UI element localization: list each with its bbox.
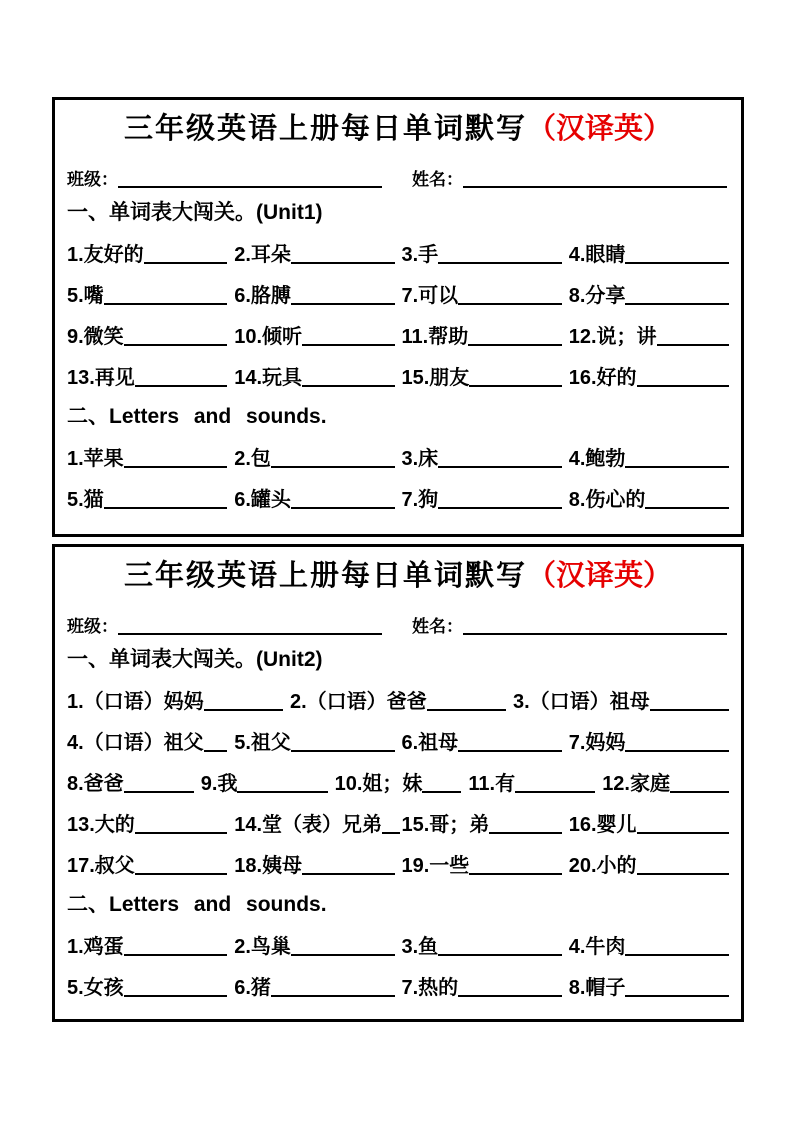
answer-blank-line <box>291 260 395 264</box>
word-prompt: 8.帽子 <box>568 977 626 999</box>
word-prompt: 6.祖母 <box>401 732 459 754</box>
word-prompt: 13.再见 <box>67 367 135 389</box>
word-item <box>569 279 729 308</box>
answer-blank-line <box>204 748 228 752</box>
sheet-title-text: 三年级英语上册每日单词默写 <box>123 113 527 145</box>
word-row <box>67 718 729 759</box>
answer-blank-line <box>302 383 394 387</box>
word-prompt: 13.大的 <box>67 814 135 836</box>
answer-blank-line <box>144 260 228 264</box>
word-prompt: 19.一些 <box>401 855 470 877</box>
word-prompt: 2.包 <box>234 448 271 470</box>
name-blank-line <box>463 184 727 188</box>
sheet-title-text: 三年级英语上册每日单词默写 <box>123 560 527 592</box>
answer-blank-line <box>625 260 729 264</box>
word-row <box>67 759 729 800</box>
answer-blank-line <box>650 707 729 711</box>
word-prompt: 7.热的 <box>401 977 459 999</box>
answer-blank-line <box>657 342 729 346</box>
word-prompt: 8.分享 <box>568 285 626 307</box>
word-row <box>67 271 729 312</box>
word-prompt: 15.朋友 <box>401 367 470 389</box>
name-label: 姓名： <box>412 617 463 636</box>
word-item <box>569 361 729 390</box>
answer-blank-line <box>637 871 729 875</box>
word-prompt: 10.姐；妹 <box>334 773 423 795</box>
answer-blank-line <box>135 830 227 834</box>
word-item <box>569 483 729 512</box>
class-label: 班级： <box>67 170 118 189</box>
answer-blank-line <box>422 789 461 793</box>
word-item <box>569 238 729 267</box>
word-prompt: 1.友好的 <box>67 244 144 266</box>
word-prompt: 15.哥；弟 <box>401 814 490 836</box>
word-prompt: 5.女孩 <box>67 977 124 999</box>
word-item <box>290 685 506 714</box>
answer-blank-line <box>135 871 227 875</box>
answer-blank-line <box>438 464 562 468</box>
word-item <box>234 279 394 308</box>
answer-blank-line <box>204 707 283 711</box>
word-item <box>234 442 394 471</box>
word-item <box>402 279 562 308</box>
word-item <box>67 930 227 959</box>
word-prompt: 5.猫 <box>67 489 104 511</box>
word-prompt: 5.祖父 <box>234 732 291 754</box>
word-item <box>234 930 394 959</box>
word-item <box>67 279 227 308</box>
worksheet-card <box>52 97 744 537</box>
word-item <box>402 483 562 512</box>
word-prompt: 16.婴儿 <box>568 814 637 836</box>
word-prompt: 14.堂（表）兄弟 <box>234 814 383 836</box>
word-prompt: 4.牛肉 <box>568 936 626 958</box>
answer-blank-line <box>271 464 395 468</box>
answer-blank-line <box>271 993 395 997</box>
answer-blank-line <box>625 993 729 997</box>
section-heading: 二、Letters and sounds. <box>67 893 327 916</box>
name-blank-line <box>463 631 727 635</box>
word-item <box>569 442 729 471</box>
word-item <box>234 238 394 267</box>
sheet-title <box>67 108 729 150</box>
word-row <box>67 963 729 1004</box>
answer-blank-line <box>625 748 729 752</box>
answer-blank-line <box>104 301 228 305</box>
word-row <box>67 353 729 394</box>
word-item <box>234 320 394 349</box>
word-item <box>67 849 227 878</box>
word-prompt: 6.胳膊 <box>234 285 291 307</box>
word-item <box>402 849 562 878</box>
class-name-line <box>67 601 729 637</box>
answer-blank-line <box>124 464 228 468</box>
sections-container <box>67 637 729 1004</box>
answer-blank-line <box>489 830 561 834</box>
word-item <box>402 930 562 959</box>
word-item <box>569 930 729 959</box>
answer-blank-line <box>124 342 228 346</box>
answer-blank-line <box>135 383 227 387</box>
word-item <box>335 767 462 796</box>
class-blank-line <box>118 184 382 188</box>
answer-blank-line <box>469 383 561 387</box>
word-prompt: 3.（口语）祖母 <box>513 691 650 713</box>
word-item <box>67 808 227 837</box>
word-item <box>569 971 729 1000</box>
word-item <box>402 238 562 267</box>
answer-blank-line <box>302 342 394 346</box>
word-item <box>201 767 328 796</box>
word-row <box>67 230 729 271</box>
word-item <box>67 726 227 755</box>
answer-blank-line <box>291 748 395 752</box>
sheet-title-annotation: （汉译英） <box>527 560 673 592</box>
word-item <box>67 238 227 267</box>
word-row <box>67 475 729 516</box>
answer-blank-line <box>645 505 729 509</box>
word-prompt: 9.微笑 <box>67 326 124 348</box>
word-item <box>234 726 394 755</box>
word-row <box>67 841 729 882</box>
word-prompt: 7.可以 <box>401 285 459 307</box>
answer-blank-line <box>291 952 395 956</box>
word-item <box>402 320 562 349</box>
word-prompt: 2.耳朵 <box>234 244 291 266</box>
word-item <box>569 726 729 755</box>
section-heading: 一、单词表大闯关。(Unit1) <box>67 201 323 224</box>
answer-blank-line <box>427 707 506 711</box>
word-prompt: 18.姨母 <box>234 855 303 877</box>
word-item <box>67 483 227 512</box>
worksheet-card <box>52 544 744 1022</box>
word-prompt: 3.床 <box>401 448 439 470</box>
word-item <box>67 685 283 714</box>
word-prompt: 2.（口语）爸爸 <box>290 691 427 713</box>
answer-blank-line <box>291 301 395 305</box>
word-item <box>67 767 194 796</box>
word-prompt: 8.伤心的 <box>568 489 646 511</box>
answer-blank-line <box>468 342 562 346</box>
word-prompt: 4.眼睛 <box>568 244 626 266</box>
word-prompt: 1.（口语）妈妈 <box>67 691 204 713</box>
class-label: 班级： <box>67 617 118 636</box>
name-label: 姓名： <box>412 170 463 189</box>
word-row <box>67 434 729 475</box>
word-item <box>402 808 562 837</box>
word-prompt: 14.玩具 <box>234 367 303 389</box>
word-item <box>402 442 562 471</box>
word-prompt: 7.妈妈 <box>568 732 626 754</box>
word-prompt: 8.爸爸 <box>67 773 124 795</box>
answer-blank-line <box>625 301 729 305</box>
word-item <box>234 483 394 512</box>
answer-blank-line <box>291 505 395 509</box>
answer-blank-line <box>124 789 194 793</box>
answer-blank-line <box>104 505 228 509</box>
answer-blank-line <box>438 505 562 509</box>
word-item <box>67 361 227 390</box>
word-item <box>569 320 729 349</box>
sheet-title-annotation: （汉译英） <box>527 113 673 145</box>
word-prompt: 20.小的 <box>568 855 637 877</box>
word-item <box>234 808 394 837</box>
word-prompt: 6.罐头 <box>234 489 291 511</box>
word-row <box>67 922 729 963</box>
answer-blank-line <box>458 748 562 752</box>
answer-blank-line <box>625 952 729 956</box>
word-item <box>234 361 394 390</box>
class-name-line <box>67 154 729 190</box>
word-prompt: 11.有 <box>468 773 516 795</box>
word-item <box>602 767 729 796</box>
answer-blank-line <box>438 260 562 264</box>
word-prompt: 5.嘴 <box>67 285 104 307</box>
answer-blank-line <box>237 789 327 793</box>
word-prompt: 7.狗 <box>401 489 439 511</box>
word-item <box>402 971 562 1000</box>
answer-blank-line <box>458 993 562 997</box>
answer-blank-line <box>458 301 562 305</box>
section-heading: 一、单词表大闯关。(Unit2) <box>67 648 323 671</box>
word-prompt: 1.鸡蛋 <box>67 936 124 958</box>
word-prompt: 1.苹果 <box>67 448 124 470</box>
word-item <box>234 971 394 1000</box>
word-item <box>402 726 562 755</box>
word-row <box>67 312 729 353</box>
word-prompt: 2.鸟巢 <box>234 936 291 958</box>
answer-blank-line <box>637 383 729 387</box>
word-item <box>67 971 227 1000</box>
word-prompt: 10.倾听 <box>234 326 303 348</box>
word-prompt: 4.（口语）祖父 <box>67 732 204 754</box>
word-prompt: 12.说；讲 <box>568 326 657 348</box>
answer-blank-line <box>438 952 562 956</box>
answer-blank-line <box>625 464 729 468</box>
word-prompt: 11.帮助 <box>401 326 469 348</box>
word-prompt: 17.叔父 <box>67 855 135 877</box>
word-item <box>513 685 729 714</box>
answer-blank-line <box>469 871 561 875</box>
answer-blank-line <box>670 789 729 793</box>
answer-blank-line <box>515 789 595 793</box>
class-blank-line <box>118 631 382 635</box>
section-heading: 二、Letters and sounds. <box>67 405 327 428</box>
word-row <box>67 800 729 841</box>
sheet-title <box>67 555 729 597</box>
answer-blank-line <box>124 952 228 956</box>
sections-container <box>67 190 729 516</box>
word-item <box>67 442 227 471</box>
answer-blank-line <box>382 830 400 834</box>
word-item <box>468 767 595 796</box>
word-item <box>402 361 562 390</box>
word-prompt: 12.家庭 <box>602 773 670 795</box>
word-prompt: 4.鲍勃 <box>568 448 626 470</box>
answer-blank-line <box>637 830 729 834</box>
word-item <box>569 849 729 878</box>
word-prompt: 3.手 <box>401 244 439 266</box>
answer-blank-line <box>302 871 394 875</box>
word-item <box>569 808 729 837</box>
word-item <box>67 320 227 349</box>
answer-blank-line <box>124 993 228 997</box>
word-prompt: 6.猪 <box>234 977 271 999</box>
word-prompt: 3.鱼 <box>401 936 439 958</box>
word-row <box>67 677 729 718</box>
word-item <box>234 849 394 878</box>
word-prompt: 16.好的 <box>568 367 637 389</box>
word-prompt: 9.我 <box>200 773 238 795</box>
